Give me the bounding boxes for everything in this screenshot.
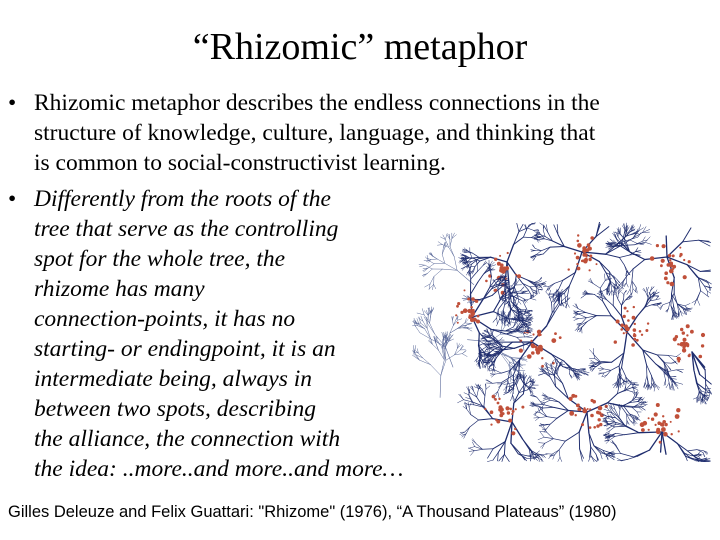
bullet-line: connection-points, it has no (34, 306, 296, 332)
bullet-item-1 (8, 88, 713, 180)
slide-title: “Rhizomic” metaphor (192, 26, 528, 68)
bullet-line: spot for the whole tree, the (34, 246, 286, 272)
bullet-line: between two spots, describing (34, 396, 316, 422)
bullet-line: structure of knowledge, culture, language, and thinking that (34, 120, 596, 146)
bullet-line: rhizome has many (34, 276, 205, 302)
citation-caption: Gilles Deleuze and Felix Guattari: "Rhizome" (1976), “A Thousand Plateaus” (1980) (8, 503, 617, 521)
bullet-line: intermediate being, always in (34, 366, 313, 392)
bullet-text (34, 88, 714, 178)
bullet-line: starting- or endingpoint, it is an (34, 336, 336, 362)
bullet-line: Rhizomic metaphor describes the endless connections in the (34, 90, 600, 116)
bullet-line: tree that serve as the controlling (34, 216, 339, 242)
bullet-line: is common to social-constructivist learning. (34, 150, 446, 176)
rhizome-illustration (412, 222, 712, 462)
bullet-line: the idea: ..more..and more..and more… (34, 456, 404, 482)
bullet-symbol: • (8, 186, 17, 212)
bullet-line: Differently from the roots of the (34, 186, 331, 212)
bullet-line: the alliance, the connection with (34, 426, 341, 452)
bullet-symbol: • (8, 90, 17, 116)
